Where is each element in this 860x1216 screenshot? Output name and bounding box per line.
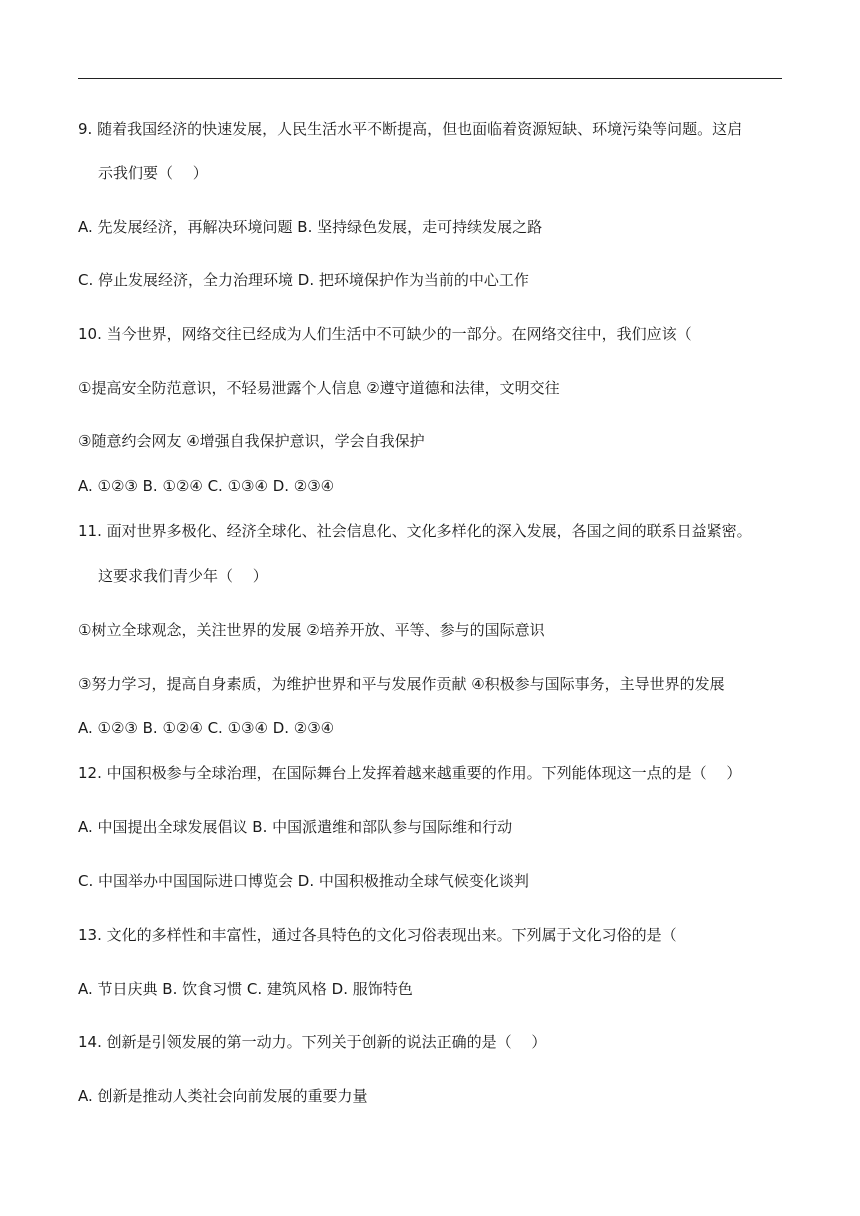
question-14-option-a: A. 创新是推动人类社会向前发展的重要力量: [78, 1087, 368, 1105]
question-11-stem-cont: 这要求我们青少年（ ）: [98, 567, 268, 585]
question-12-options-ab: A. 中国提出全球发展倡议 B. 中国派遣维和部队参与国际维和行动: [78, 818, 513, 836]
question-13-stem: 13. 文化的多样性和丰富性，通过各具特色的文化习俗表现出来。下列属于文化习俗的是（: [78, 926, 677, 944]
question-14-stem: 14. 创新是引领发展的第一动力。下列关于创新的说法正确的是（ ）: [78, 1033, 547, 1051]
question-10-stem: 10. 当今世界，网络交往已经成为人们生活中不可缺少的一部分。在网络交往中，我们应该（: [78, 325, 692, 343]
question-12-options-cd: C. 中国举办中国国际进口博览会 D. 中国积极推动全球气候变化谈判: [78, 872, 529, 890]
question-11-statements-34: ③努力学习，提高自身素质，为维护世界和平与发展作贡献 ④积极参与国际事务，主导世界的发展: [78, 675, 725, 693]
question-9-stem-cont: 示我们要（ ）: [98, 164, 208, 182]
question-9-options-ab: A. 先发展经济，再解决环境问题 B. 坚持绿色发展，走可持续发展之路: [78, 218, 543, 236]
question-10-options: A. ①②③ B. ①②④ C. ①③④ D. ②③④: [78, 477, 335, 495]
question-9-stem: 9. 随着我国经济的快速发展，人民生活水平不断提高，但也面临着资源短缺、环境污染等问题。这启: [78, 120, 743, 138]
question-11-stem: 11. 面对世界多极化、经济全球化、社会信息化、文化多样化的深入发展，各国之间的联系日益紧密。: [78, 522, 752, 540]
header-rule: [78, 78, 782, 79]
question-12-stem: 12. 中国积极参与全球治理，在国际舞台上发挥着越来越重要的作用。下列能体现这一点的是（ ）: [78, 764, 742, 782]
question-10-statements-34: ③随意约会网友 ④增强自我保护意识，学会自我保护: [78, 432, 425, 450]
question-11-options: A. ①②③ B. ①②④ C. ①③④ D. ②③④: [78, 719, 335, 737]
question-9-options-cd: C. 停止发展经济，全力治理环境 D. 把环境保护作为当前的中心工作: [78, 271, 529, 289]
question-13-options: A. 节日庆典 B. 饮食习惯 C. 建筑风格 D. 服饰特色: [78, 980, 413, 998]
question-10-statements-12: ①提高安全防范意识，不轻易泄露个人信息 ②遵守道德和法律，文明交往: [78, 379, 560, 397]
question-11-statements-12: ①树立全球观念，关注世界的发展 ②培养开放、平等、参与的国际意识: [78, 621, 545, 639]
